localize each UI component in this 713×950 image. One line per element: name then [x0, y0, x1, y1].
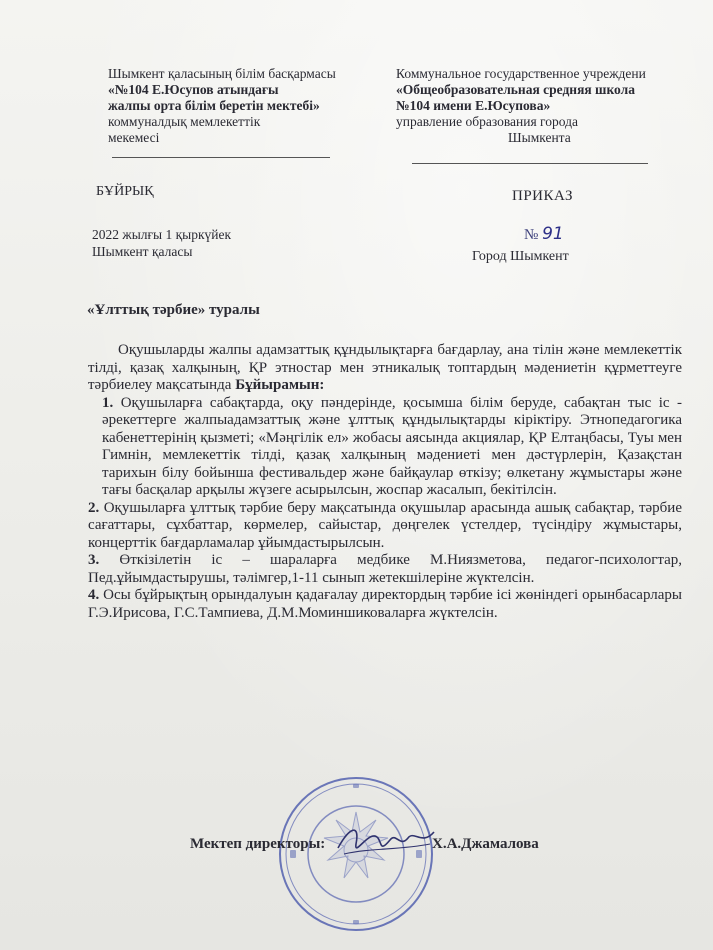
order-item-2 — [88, 500, 682, 553]
order-date-block — [92, 226, 231, 260]
order-title-kz: БҰЙРЫҚ — [96, 184, 154, 199]
header-kz-line1: Шымкент қаласының білім басқармасы — [108, 66, 336, 81]
item-text: Өткізілетін іс – шараларға медбике М.Ниязметова, педагог-психологтар, Пед.ұйымдастырушы, тәлімгер,1-11 сынып жетекшілеріне жүктелсін. — [88, 552, 682, 586]
director-signature-icon — [330, 818, 440, 868]
item-number: 4. — [88, 587, 100, 603]
item-text: Осы бұйрықтың орындалуын қадағалау директордың тәрбие ісі жөніндегі орынбасарлары Г.Э.Ирисова, Г.С.Тампиева, Д.М.Моминшиковаларға жүктелсін. — [88, 587, 682, 621]
director-title: Мектеп директоры: — [190, 836, 326, 852]
order-item-3 — [88, 552, 682, 587]
order-body — [88, 342, 682, 622]
director-name: Х.А.Джамалова — [432, 836, 539, 852]
header-russian — [396, 66, 696, 146]
intro-text: Оқушыларды жалпы адамзаттық құндылықтарға бағдарлау, ана тілін және мемлекеттік тілді, қазақ халқының, ҚР этностар мен этникалық топтардың мәдениетін құрметтеуге тәрбиелеу мақсатында — [88, 342, 682, 393]
item-text: Оқушыларға ұлттық тәрбие беру мақсатында оқушылар арасында ашық сабақтар, тәрбие сағаттары, сұхбаттар, көрмелер, сайыстар, дөңгелек үстелдер, түсіндіру жұмыстары, концерттік бағдарламалар ұйымдастырылсын. — [88, 499, 682, 551]
order-subject-title: «Ұлттық тәрбие» туралы — [87, 302, 260, 318]
item-number: 1. — [102, 394, 114, 411]
header-divider-left — [112, 157, 330, 158]
item-text: Оқушыларға сабақтарда, оқу пәндерінде, қосымша білім беруде, сабақтан тыс іс - әрекеттерге жалпыадамзаттық және ұлттық құндылықтарды кіріктіру. Этнопедагогика кабенеттерінің қызметі; «Мәңгілік ел» жобасы аясында акциялар, ҚР Елтаңбасы, Туы мен Гимнін, мемлекеттік тілді, қазақ халқының мәдениеті мен дәстүрлерін, Қазақстан тарихын білу бойынша фестивальдер және байқаулар өткізу; өлкетану жұмыстары және тағы басқалар арқылы жүзеге асырылсын, жоспар жасалып, бекітілсін. — [102, 394, 682, 498]
intro-command: Бұйырамын: — [235, 377, 325, 393]
item-number: 3. — [88, 552, 100, 568]
order-item-4 — [88, 587, 682, 622]
header-ru-line1: Коммунальное государственное учреждени — [396, 66, 646, 81]
item-number: 2. — [88, 499, 100, 516]
order-city-kz: Шымкент қаласы — [92, 244, 193, 259]
order-number — [524, 224, 564, 244]
handwritten-number: 91 — [542, 224, 564, 244]
header-kz-line2: «№104 Е.Юсупов атындағы — [108, 82, 279, 97]
order-item-1 — [88, 395, 682, 500]
header-ru-line4: управление образования города — [396, 114, 578, 129]
header-ru-line2: «Общеобразовательная средняя школа — [396, 82, 635, 97]
header-kazakh — [108, 66, 378, 146]
header-ru-line3: №104 имени Е.Юсупова» — [396, 98, 551, 113]
header-kz-line3: жалпы орта білім беретін мектебі» — [108, 98, 320, 113]
intro-paragraph — [88, 342, 682, 395]
header-divider-right — [412, 163, 648, 164]
order-date: 2022 жылғы 1 қыркүйек — [92, 227, 232, 242]
order-city-ru: Город Шымкент — [472, 249, 569, 264]
header-ru-line5: Шымкента — [508, 130, 571, 145]
order-title-ru: ПРИКАЗ — [512, 188, 573, 204]
header-kz-line4: коммуналдық мемлекеттік — [108, 114, 261, 129]
header-kz-line5: мекемесі — [108, 130, 160, 145]
number-sign: № — [524, 227, 539, 243]
